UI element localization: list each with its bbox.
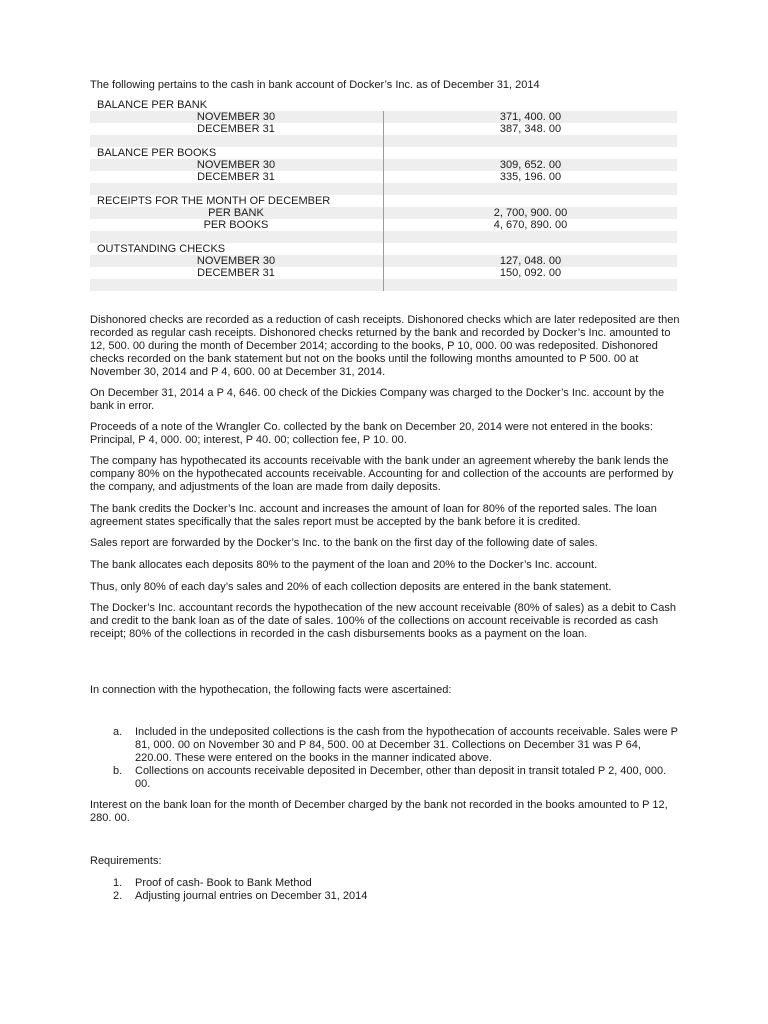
list-marker: a.: [113, 726, 123, 738]
paragraph-hypothecation: The company has hypothecated its accounts receivable with the bank under an agreement whereby the bank lends the company 80% on the hypothecated accounts receivable. Accounting for and collection of the accounts are performed by the company, and adjustments of the loan are made from daily deposits.: [90, 455, 674, 493]
balance-table: [90, 99, 677, 291]
paragraph-facts-intro: In connection with the hypothecation, the following facts were ascertained:: [90, 684, 452, 696]
row-amount: 371, 400. 00: [499, 111, 562, 123]
facts-list: [90, 726, 680, 791]
row-amount: 387, 348. 00: [499, 123, 562, 135]
row-label: DECEMBER 31: [197, 123, 275, 135]
requirements-list: [90, 877, 680, 903]
row-amount: 4, 670, 890. 00: [493, 219, 568, 231]
list-item: [90, 890, 680, 903]
row-amount: 127, 048. 00: [499, 255, 562, 267]
row-label: PER BOOKS: [203, 219, 269, 231]
table-section-header: [90, 99, 677, 111]
paragraph-bank-statement: Thus, only 80% of each day’s sales and 20% of each collection deposits are entered in the bank statement.: [90, 581, 612, 593]
paragraph-dishonored-checks: Dishonored checks are recorded as a reduction of cash receipts. Dishonored checks which are later redeposited are then recorded as regular cash receipts. Dishonored checks returned by the bank and recorded by Docker’s Inc. amounted to 12, 500. 00 during the month of December 2014; according to the books, P 10, 000. 00 was redeposited. Dishonored checks recorded on the bank statement but not on the books until the following months amounted to P 500. 00 at November 30, 2014 and P 4, 600. 00 at December 31, 2014.: [90, 314, 680, 378]
paragraph-dickies-check: On December 31, 2014 a P 4, 646. 00 check of the Dickies Company was charged to the Docker’s Inc. account by the bank in error.: [90, 387, 665, 412]
list-item: [90, 877, 680, 890]
list-item-text: Proof of cash- Book to Bank Method: [135, 877, 312, 889]
paragraph-sales-report: Sales report are forwarded by the Docker’s Inc. to the bank on the first day of the following date of sales.: [90, 537, 598, 549]
row-amount: 2, 700, 900. 00: [493, 207, 568, 219]
intro-text: The following pertains to the cash in bank account of Docker’s Inc. as of December 31, 2014: [90, 79, 540, 91]
section-label: OUTSTANDING CHECKS: [97, 243, 226, 255]
paragraph-interest: Interest on the bank loan for the month of December charged by the bank not recorded in the books amounted to P 12, 280. 00.: [90, 799, 668, 824]
paragraph-bank-allocation: The bank allocates each deposits 80% to the payment of the loan and 20% to the Docker’s Inc. account.: [90, 559, 598, 571]
section-label: RECEIPTS FOR THE MONTH OF DECEMBER: [97, 195, 331, 207]
paragraph-bank-credits: The bank credits the Docker’s Inc. account and increases the amount of loan for 80% of the reported sales. The loan agreement states specifically that the sales report must be accepted by the bank before it is credited.: [90, 503, 657, 528]
list-item-text: Collections on accounts receivable deposited in December, other than deposit in transit totaled P 2, 400, 000. 00.: [135, 765, 667, 790]
list-marker: 2.: [113, 890, 123, 902]
row-label: NOVEMBER 30: [196, 255, 276, 267]
row-label: PER BANK: [208, 207, 264, 219]
table-column-divider: [383, 111, 384, 291]
row-amount: 335, 196. 00: [499, 171, 562, 183]
section-label: BALANCE PER BOOKS: [97, 147, 217, 159]
list-marker: 1.: [113, 877, 123, 889]
row-label: NOVEMBER 30: [196, 111, 276, 123]
requirements-heading: Requirements:: [90, 855, 162, 867]
list-marker: b.: [113, 765, 123, 777]
paragraph-accountant-records: The Docker’s Inc. accountant records the hypothecation of the new account receivable (80% of sales) as a debit to Cash and credit to the bank loan as of the date of sales. 100% of the collections on account receivable is recorded as cash receipt; 80% of the collections in recorded in the cash disbursements books as a payment on the loan.: [90, 602, 676, 640]
row-label: DECEMBER 31: [197, 171, 275, 183]
list-item-text: Adjusting journal entries on December 31, 2014: [135, 890, 368, 902]
row-label: NOVEMBER 30: [196, 159, 276, 171]
row-amount: 309, 652. 00: [499, 159, 562, 171]
row-label: DECEMBER 31: [197, 267, 275, 279]
list-item-text: Included in the undeposited collections is the cash from the hypothecation of accounts receivable. Sales were P 81, 000. 00 on November 30 and P 84, 500. 00 at December 31. Collections on December 31 was P 64, 220.00. These were entered on the books in the manner indicated above.: [135, 726, 678, 764]
list-item: [90, 765, 680, 791]
row-amount: 150, 092. 00: [499, 267, 562, 279]
section-label: BALANCE PER BANK: [97, 99, 208, 111]
list-item: [90, 726, 680, 765]
paragraph-wrangler-note: Proceeds of a note of the Wrangler Co. collected by the bank on December 20, 2014 were not entered in the books: Principal, P 4, 000. 00; interest, P 40. 00; collection fee, P 10. 00.: [90, 421, 653, 446]
